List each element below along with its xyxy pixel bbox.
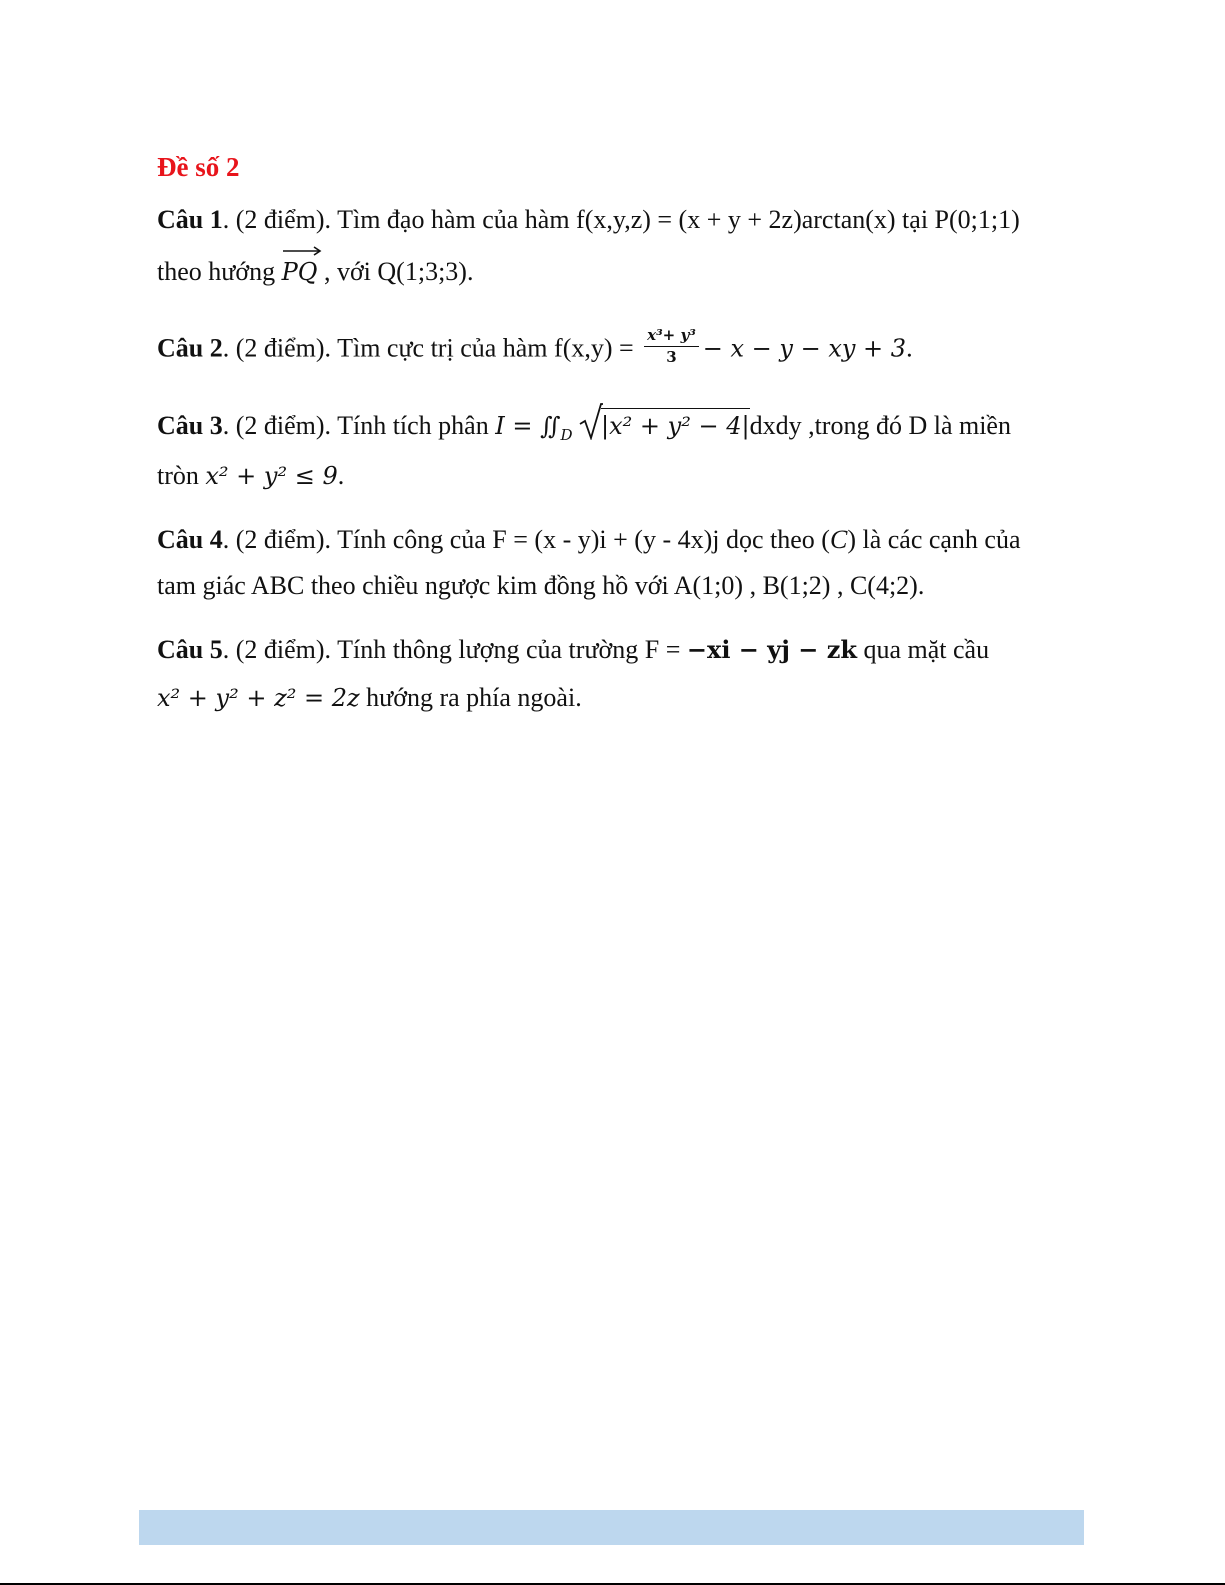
question-3-after: dxdy ,trong đó D là miền [749, 411, 1011, 440]
question-5-line2-post: hướng ra phía ngoài. [359, 683, 582, 712]
disk-inequality: x² + y² ≤ 9 [205, 462, 338, 490]
fraction-numerator: x³+ y³ [644, 326, 699, 347]
vector-pq: PQ [282, 256, 318, 288]
question-1-line-1 [157, 204, 1020, 236]
exam-title: Đề số 2 [157, 152, 240, 182]
question-3-line2-pre: tròn [157, 461, 206, 490]
question-2-label: Câu 2 [157, 333, 223, 363]
question-1-text: . (2 điểm). Tìm đạo hàm của hàm f(x,y,z) = (x + y + 2z)arctan(x) tại P(0;1;1) [222, 205, 1020, 234]
radicand: |x² + y² − 4| [601, 408, 750, 442]
question-3-line-1 [157, 408, 1011, 451]
question-1-label: Câu 1 [157, 205, 223, 234]
question-4-line-2 [157, 570, 924, 602]
question-4-label: Câu 4 [157, 525, 223, 554]
radical-sign-icon [579, 402, 603, 440]
double-integral: I = ∬ [495, 412, 561, 440]
question-4-line-1 [157, 524, 1021, 556]
footer-bar [139, 1510, 1084, 1545]
question-1-line2-post: , với Q(1;3;3). [317, 257, 474, 286]
vector-arrow-icon [282, 246, 322, 256]
question-4-line2: tam giác ABC theo chiều ngược kim đồng hồ với A(1;0) , B(1;2) , C(4;2). [157, 571, 925, 600]
fraction-denominator: 3 [666, 348, 677, 366]
question-5-line-2 [157, 682, 582, 714]
question-5-text: . (2 điểm). Tính thông lượng của trường F = [222, 635, 687, 664]
question-3-text: . (2 điểm). Tính tích phân [222, 411, 496, 440]
question-2-expression: − x − y − xy + 3 [702, 334, 907, 363]
question-4-text-end: ) là các cạnh của [847, 525, 1021, 554]
question-2-end: . [906, 333, 913, 363]
question-2-line [157, 326, 913, 371]
question-1-line-2 [157, 256, 473, 288]
question-5-label: Câu 5 [157, 635, 223, 664]
question-5-line-1 [157, 634, 989, 666]
question-5-text-end: qua mặt cầu [856, 635, 990, 664]
sphere-equation: x² + y² + z² = 2z [157, 684, 360, 712]
square-root [579, 408, 750, 442]
question-2-text: . (2 điểm). Tìm cực trị của hàm f(x,y) = [222, 333, 641, 363]
question-3-line2-post: . [337, 461, 345, 490]
question-4-text: . (2 điểm). Tính công của F = (x - y)i + (y - 4x)j dọc theo ( [222, 525, 830, 554]
question-1-line2-pre: theo hướng [157, 257, 282, 286]
question-2-fraction [644, 326, 699, 367]
question-3-line-2 [157, 460, 344, 492]
question-3-label: Câu 3 [157, 411, 223, 440]
curve-c: C [829, 525, 848, 554]
integral-domain: D [560, 426, 573, 445]
vector-field: −xi − yj − zk [686, 635, 857, 664]
